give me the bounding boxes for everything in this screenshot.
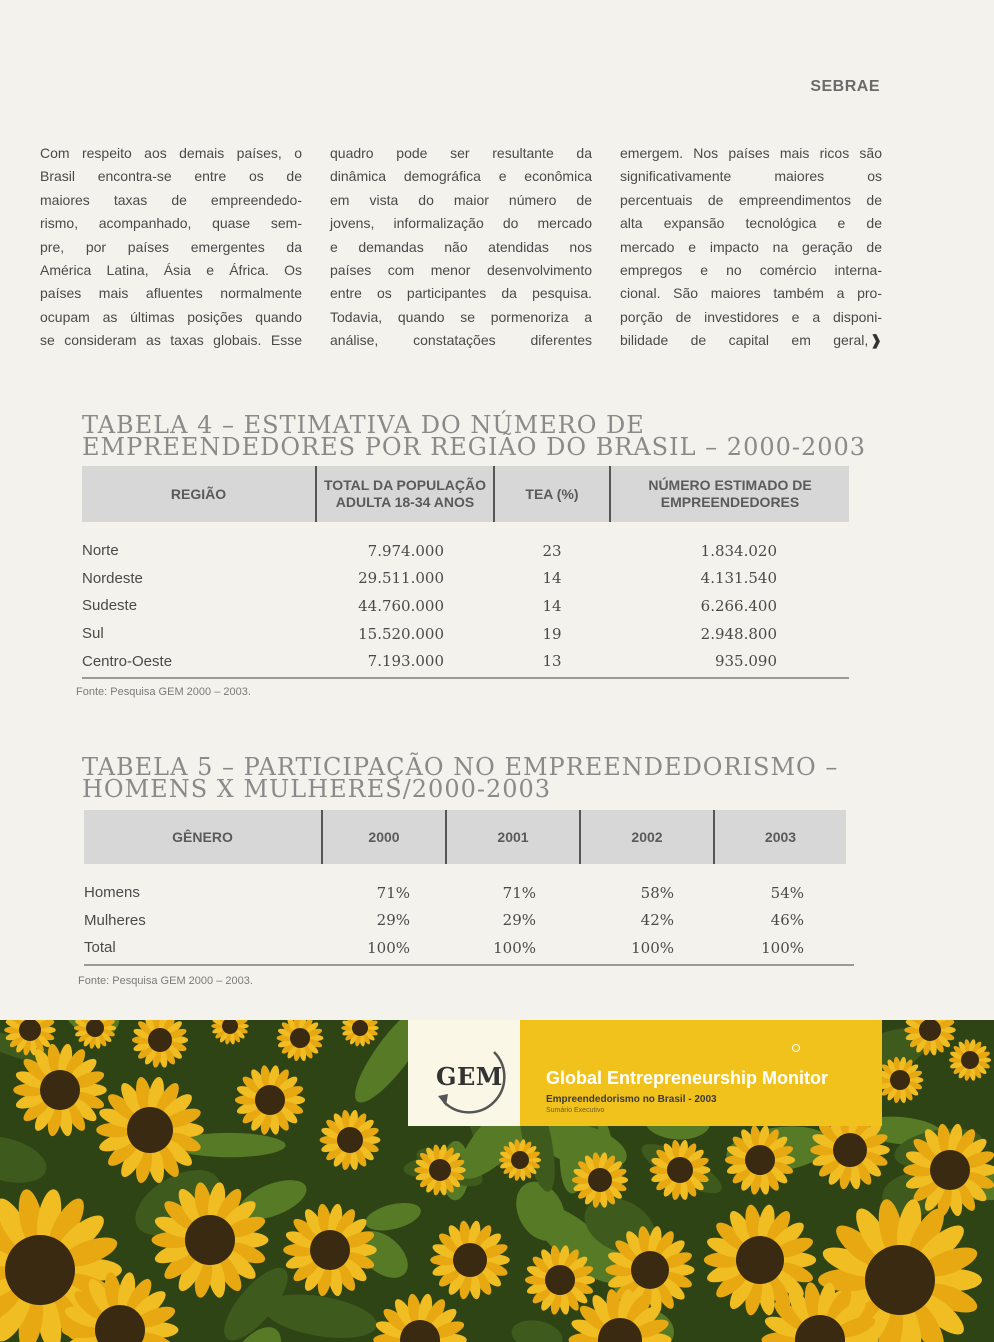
table-cell: 29%: [502, 911, 536, 930]
table-cell: 71%: [376, 883, 410, 902]
table-cell: 100%: [367, 938, 410, 957]
table-row: [84, 879, 846, 907]
gem-subtitle: Empreendedorismo no Brasil - 2003: [546, 1094, 717, 1105]
table-row: [82, 592, 849, 620]
gem-logo: GEM: [436, 1062, 503, 1091]
table-cell: 44.760.000: [358, 596, 444, 615]
region-label: Sul: [82, 625, 104, 643]
text-line: Com respeito aos demais países, o: [40, 145, 302, 161]
gender-label: Total: [84, 939, 116, 957]
region-label: Sudeste: [82, 597, 138, 615]
text-line: e demandas não atendidas nos: [330, 238, 592, 255]
table4-title: [82, 411, 867, 461]
region-label: Centro-Oeste: [82, 652, 173, 670]
table-cell: 71%: [502, 883, 536, 902]
text-line: se consideram as taxas globais. Esse: [40, 332, 302, 349]
table5: [84, 810, 846, 962]
text-column-3: [620, 142, 882, 353]
text-line: significativamente maiores os: [620, 168, 882, 185]
table-cell: 1.834.020: [700, 541, 777, 560]
text-line: emergem. Nos países mais ricos são: [620, 145, 882, 161]
table4-header-regiao: REGIÃO: [82, 466, 316, 522]
text-line: América Latina, Ásia e África. Os: [40, 262, 302, 279]
header-brand: SEBRAE: [810, 78, 880, 95]
region-label: Nordeste: [82, 569, 143, 587]
table-cell: 100%: [761, 938, 804, 957]
text-line-end: bilidade de capital em geral,: [620, 332, 869, 349]
table-cell: 54%: [770, 883, 804, 902]
gender-label: Homens: [84, 884, 140, 902]
table4-header-empreendedores: NÚMERO ESTIMADO DE EMPREENDEDORES: [610, 466, 849, 522]
table5-source: Fonte: Pesquisa GEM 2000 – 2003.: [78, 975, 253, 987]
table-cell: 7.193.000: [367, 652, 444, 671]
text-line: percentuais de empreendimentos de: [620, 191, 882, 208]
table4-title-line1: TABELA 4 – ESTIMATIVA DO NÚMERO DE: [82, 411, 645, 439]
text-line: maiores taxas de empreendedo-: [40, 191, 302, 208]
table-row: [82, 620, 849, 648]
table5-header-2000: 2000: [322, 810, 446, 864]
text-line: alta expansão tecnológica e de: [620, 215, 882, 232]
table5-title-line1: TABELA 5 – PARTICIPAÇÃO NO EMPREENDEDORISMO –: [82, 753, 839, 781]
table-row: [82, 647, 849, 675]
table-row: [82, 565, 849, 593]
gem-branding-box: [408, 1020, 882, 1126]
table-cell: 6.266.400: [700, 596, 777, 615]
text-line: ocupam as últimas posições quando: [40, 308, 302, 325]
text-line: Todavia, quando se pormenoriza a: [330, 308, 592, 325]
table-cell: 100%: [631, 938, 674, 957]
table-cell: 29.511.000: [358, 569, 444, 588]
text-column-1: [40, 142, 302, 353]
table4-bottom-rule: [82, 677, 849, 679]
table-cell: 14: [542, 596, 562, 615]
text-line: mercado e impacto na geração de: [620, 238, 882, 255]
table-row: [82, 537, 849, 565]
text-column-2: [330, 142, 592, 353]
table4-header-populacao: TOTAL DA POPULAÇÃO ADULTA 18-34 ANOS: [316, 466, 494, 522]
text-line: análise, constatações diferentes: [330, 332, 592, 349]
text-line: Brasil encontra-se entre os de: [40, 168, 302, 185]
table5-title: [82, 753, 839, 803]
table-cell: 58%: [640, 883, 674, 902]
table5-header-2001: 2001: [446, 810, 580, 864]
table-cell: 2.948.800: [700, 624, 777, 643]
table-cell: 46%: [770, 911, 804, 930]
table-cell: 15.520.000: [358, 624, 444, 643]
table-row: [84, 907, 846, 935]
text-line: quadro pode ser resultante da: [330, 145, 592, 161]
text-line: [620, 329, 882, 352]
table-cell: 935.090: [714, 652, 777, 671]
table-cell: 4.131.540: [700, 569, 777, 588]
table4-title-line2: EMPREENDEDORES POR REGIÃO DO BRASIL – 2000-2003: [82, 433, 867, 461]
text-line: em vista do maior número de: [330, 191, 592, 208]
text-line: pre, por países emergentes da: [40, 238, 302, 255]
text-line: países com menor desenvolvimento: [330, 262, 592, 279]
table-cell: 19: [542, 624, 562, 643]
text-line: porção de investidores e a disponi-: [620, 308, 882, 325]
text-line: empregos e no comércio interna-: [620, 262, 882, 279]
text-line: rismo, acompanhado, quase sem-: [40, 215, 302, 232]
table5-title-line2: HOMENS X MULHERES/2000-2003: [82, 775, 552, 803]
table-cell: 42%: [640, 911, 674, 930]
table5-bottom-rule: [84, 964, 854, 966]
text-line: cional. São maiores também a pro-: [620, 285, 882, 302]
text-line: entre os participantes da pesquisa.: [330, 285, 592, 302]
table-row: [84, 934, 846, 962]
table4-source: Fonte: Pesquisa GEM 2000 – 2003.: [76, 686, 251, 698]
text-line: dinâmica demográfica e econômica: [330, 168, 592, 185]
gem-subtitle-2: Sumário Executivo: [546, 1107, 605, 1114]
table5-header-genero: GÊNERO: [84, 810, 322, 864]
gem-title: Global Entrepreneurship Monitor: [546, 1068, 829, 1088]
gem-dot-icon: [792, 1044, 800, 1052]
table-cell: 23: [542, 541, 562, 560]
table5-header-2002: 2002: [580, 810, 714, 864]
text-line: jovens, informalização do mercado: [330, 215, 592, 232]
table-cell: 7.974.000: [367, 541, 444, 560]
table4: [82, 466, 849, 675]
table-cell: 29%: [376, 911, 410, 930]
table4-header-tea: TEA (%): [494, 466, 610, 522]
table-cell: 14: [542, 569, 562, 588]
gender-label: Mulheres: [84, 911, 146, 929]
table-cell: 13: [542, 652, 562, 671]
region-label: Norte: [82, 542, 119, 560]
text-line: países mais afluentes normalmente: [40, 285, 302, 302]
table5-header-2003: 2003: [714, 810, 846, 864]
continue-arrow-icon: ❱: [870, 332, 882, 349]
table-cell: 100%: [493, 938, 536, 957]
